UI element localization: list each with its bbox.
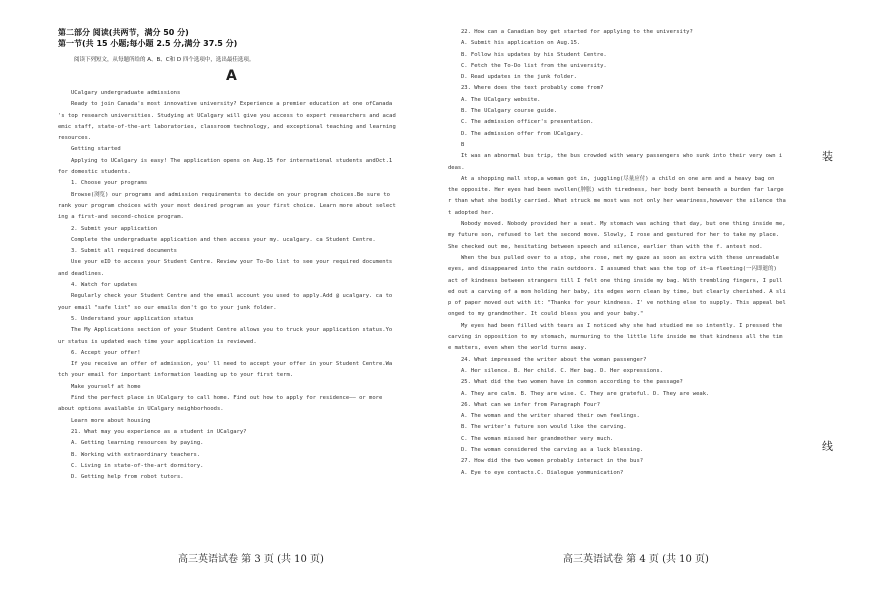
text-line: 6. Accept your offer!: [71, 349, 141, 356]
text-line: Learn more about housing: [71, 417, 151, 424]
text-line: eyes, and disappeared into the rain outdoors. I assumed that was the top of it—a fleeting(一闪即逝的): [448, 266, 777, 273]
text-line: At a shopping mall stop,a woman got in, juggling(尽量应付) a child on one arm and a heavy bag on: [461, 175, 775, 182]
text-line: A. The UCalgary website.: [461, 96, 541, 103]
text-line: tch your email for important information leading up to your first term.: [58, 372, 294, 379]
part-heading: 第二部分 阅读(共两节，满分 50 分): [58, 28, 189, 37]
text-line: D. Read updates in the junk folder.: [461, 74, 577, 81]
text-line: your email "safe list" so our emails don't go to your junk folder.: [58, 304, 277, 311]
text-line: Nobody moved. Nobody provided her a seat. My stomach was aching that day, but one thing inside me,: [461, 221, 786, 228]
page-footer-3: 高三英语试卷 第 3 页 (共 10 页): [178, 554, 324, 565]
text-line: UCalgary undergraduate admissions: [71, 90, 181, 96]
text-line: B. Working with extraordinary teachers.: [71, 451, 201, 458]
text-line: e matters, even when the world turns away.: [448, 345, 588, 352]
text-line: for domestic students.: [58, 169, 131, 176]
text-line: 27. How did the two women probably interact in the bus?: [461, 458, 644, 465]
text-line: When the bus pulled over to a stop, she rose, met my gaze as soon as extra with these unreadable: [461, 254, 779, 261]
text-line: Regularly check your Student Centre and the email account you used to apply.Add @ ucalgary. ca to: [71, 293, 393, 300]
text-line: C. Fetch the To-Do list from the university.: [461, 62, 607, 69]
text-line: C. Living in state-of-the-art dormitory.: [71, 462, 204, 469]
text-line: 22. How can a Canadian boy get started for applying to the university?: [461, 29, 693, 35]
text-line: my future son, refused to let the second move. Slowly, I rose and gestured for her to take my place.: [448, 232, 780, 239]
text-line: t adopted her.: [448, 209, 495, 216]
text-line: Complete the undergraduate application and then access your my. ucalgary. ca Student Centre.: [71, 236, 376, 243]
text-line: D. Getting help from robot tutors.: [71, 474, 184, 481]
text-line: My eyes had been filled with tears as I noticed why she had studied me so intently. I pressed the: [461, 322, 783, 329]
passage-label-a: A: [226, 68, 237, 84]
text-line: She checked out me, hesitating between speech and silence, earlier than with the f. antest nod.: [448, 243, 763, 250]
text-line: 1. Choose your programs: [71, 180, 148, 187]
text-line: Ready to join Canada's most innovative university? Experience a premier education at one ofCanada: [71, 101, 393, 108]
text-line: about options available in UCalgary neighborhoods.: [58, 406, 224, 413]
text-line: 5. Understand your application status: [71, 315, 194, 322]
questions-and-passage-b: [448, 27, 810, 479]
text-line: onged to my grandmother. It could bless you and your baby.": [448, 311, 644, 318]
text-line: A. They are calm. B. They are wise. C. They are grateful. D. They are weak.: [461, 390, 710, 397]
text-line: 21. What may you experience as a student in UCalgary?: [71, 428, 247, 435]
text-line: The My Applications section of your Student Centre allows you to truck your application status.Yo: [71, 327, 393, 334]
text-line: resources.: [58, 135, 92, 142]
text-line: C. The admission officer's presentation.: [461, 119, 594, 126]
section-header: [58, 27, 237, 49]
text-line: rank your program choices with your most desired program as your first choice. Learn more about select: [58, 202, 396, 209]
text-line: ing a first-and second-choice program.: [58, 214, 184, 221]
text-line: Applying to UCalgary is easy! The application opens on Aug.15 for international students andOct.1: [71, 157, 393, 164]
text-line: Use your eID to access your Student Centre. Review your To-Do list to see your required documents: [71, 259, 393, 266]
passage-a-text: [58, 88, 423, 483]
text-line: A. The woman and the writer shared their own feelings.: [461, 413, 640, 420]
text-line: If you receive an offer of admission, you' ll need to accept your offer in your Student Centre.Wa: [71, 361, 393, 368]
text-line: ed out a carving of a mom holding her baby, its edges worn clean by time, but clearly cherished. A sli: [448, 288, 786, 295]
section-heading: 第一节(共 15 小题;每小题 2.5 分,满分 37.5 分): [58, 39, 238, 48]
text-line: r than what she bodily carried. What struck me most was not only her weariness,however the silence tha: [448, 198, 786, 205]
text-line: 26. What can we infer from Paragraph Four?: [461, 401, 601, 408]
page-4: [440, 0, 820, 614]
text-line: 24. What impressed the writer about the woman passenger?: [461, 356, 647, 363]
text-line: 4. Watch for updates: [71, 282, 138, 289]
text-line: ur status is updated each time your application is reviewed.: [58, 338, 257, 345]
text-line: 's top research universities. Studying at UCalgary will give you access to expert researchers and acad: [58, 112, 396, 119]
page-3: [0, 0, 425, 614]
text-line: B. The UCalgary course guide.: [461, 108, 558, 115]
text-line: B. Follow his updates by his Student Centre.: [461, 51, 607, 58]
text-line: carving in opposition to my stomach, murmuring to the little life inside me that kindness all the tim: [448, 334, 783, 341]
binding-mark-bottom: 线: [822, 440, 833, 453]
text-line: A. Eye to eye contacts.C. Dialogue yommunication?: [461, 469, 624, 476]
text-line: Browse(浏览) our programs and admission requirements to decide on your program choices.Be sure to: [71, 191, 390, 198]
text-line: act of kindness between strangers till I felt one thing inside my bag. With trembling fingers, I pull: [448, 277, 783, 284]
page-footer-4: 高三英语试卷 第 4 页 (共 10 页): [563, 554, 709, 565]
text-line: Getting started: [71, 146, 121, 153]
text-line: 25. What did the two women have in common according to the passage?: [461, 379, 683, 386]
text-line: B. The writer's future son would like the carving.: [461, 424, 627, 431]
text-line: and deadlines.: [58, 270, 105, 277]
text-line: 3. Submit all required documents: [71, 248, 177, 255]
text-line: Find the perfect place in UCalgary to call home. Find out how to apply for residence—— or more: [71, 395, 383, 402]
text-line: It was an abnormal bus trip, the bus crowded with weary passengers who sunk into their very own i: [461, 153, 783, 160]
text-line: A. Submit his application on Aug.15.: [461, 40, 581, 47]
text-line: A. Her silence. B. Her child. C. Her bag. D. Her expressions.: [461, 367, 663, 374]
binding-mark-top: 装: [822, 150, 833, 163]
text-line: 23. Where does the text probably come from?: [461, 85, 604, 92]
text-line: A. Getting learning resources by paying.: [71, 440, 204, 447]
text-line: p of paper moved out with it: "Thanks for your kindness. I' ve nothing else to supply. This appeal bel: [448, 300, 786, 307]
text-line: the opposite. Her eyes had been swollen(肿胀) with tiredness, her body bent beneath a burden far large: [448, 187, 784, 194]
text-line: Make yourself at home: [71, 383, 141, 390]
instructions: 阅读下列短文，从每题所给的 A、B、C和 D 四个选项中，选出最佳选项。: [74, 57, 255, 63]
text-line: D. The admission offer from UCalgary.: [461, 130, 584, 137]
text-line: D. The woman considered the carving as a luck blessing.: [461, 446, 644, 453]
text-line: B: [461, 141, 465, 148]
text-line: emic staff, state-of-the-art laboratories, classroom technology, and exceptional teaching and learning: [58, 123, 396, 130]
text-line: C. The woman missed her grandmother very much.: [461, 435, 614, 442]
text-line: deas.: [448, 164, 465, 171]
text-line: 2. Submit your application: [71, 225, 158, 232]
